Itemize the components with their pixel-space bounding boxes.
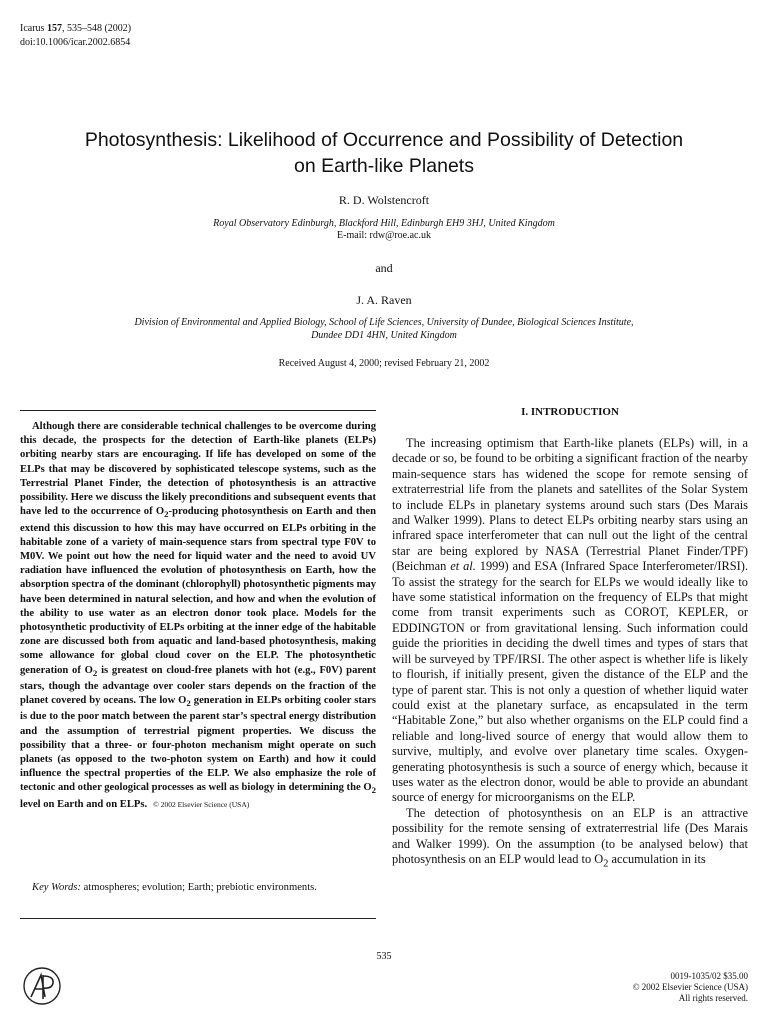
abstract-sub-1: 2 [164, 509, 169, 520]
abstract-sub-4: 2 [371, 785, 376, 796]
journal-pages: , 535–548 (2002) [61, 23, 132, 34]
abstract-bottom-rule [20, 918, 376, 919]
abstract-copyright: © 2002 Elsevier Science (USA) [153, 799, 250, 809]
author-2-affiliation-line-1: Division of Environmental and Applied Biology, School of Life Sciences, University of Dundee, Biological Sciences Institute, [134, 317, 634, 328]
abstract-text-2: -producing photosynthesis on Earth and then extend this discussion to how this may have occurred on ELPs orbiting in the habitable zone of a variety of main-sequence stars from spectral type F0V to M0V. We point out how the need for liquid water and the need to avoid UV radiation have influenced the evolution of photosynthesis on Earth, how the absorption spectra of the dominant (chlorophyll) photosynthetic pigments may have been determined in natural selection, and how and when the evolution of the ability to use water as an electron donor took place. Models for the photosynthetic productivity of ELPs orbiting at the inner edge of the habitable zone are discussed both from aquatic and land-based photosynthesis, making some allowance for global cloud cover on the ELP. The photosynthetic generation of O [20, 506, 376, 676]
intro-et-al: et al. [450, 559, 476, 574]
publisher-logo-icon [22, 966, 62, 1006]
intro-para-1a: The increasing optimism that Earth-like planets (ELPs) will, in a decade or so, be found to be orbiting a significant fraction of the nearby main-sequence stars has widened the scope for remote sensing of extraterrestrial life from the planets and satellites of the Solar System to include ELPs in planetary systems around such stars (Des Marais and Walker 1999). Plans to detect ELPs orbiting nearby stars using an infrared space interferometer that can null out the light of the central star are being explored by NASA (Terrestrial Planet Finder/TPF) (Beichman [392, 436, 748, 574]
author-1-email: E-mail: rdw@roe.ac.uk [337, 230, 431, 241]
footer-rights: All rights reserved. [678, 993, 748, 1003]
abstract-text-3: is greatest on cloud-free planets with hot (e.g., F0V) parent stars, though the advantage over cooler stars depends on the fraction of the planet covered by oceans. The low O [20, 664, 376, 707]
section-heading-introduction: I. INTRODUCTION [521, 406, 619, 418]
title-line-2: on Earth-like Planets [294, 155, 474, 177]
intro-para-2-sub: 2 [603, 858, 609, 870]
intro-para-2a: The detection of photosynthesis on an ELP is an attractive possibility for the remote sensing of extraterrestrial life (Des Marais and Walker 1999). On the assumption (to be analysed below) that photosynthesis on an ELP would lead to O [392, 805, 748, 866]
paper-title [0, 127, 768, 179]
keywords-label: Key Words: [32, 882, 81, 893]
journal-doi: doi:10.1006/icar.2002.6854 [20, 37, 131, 48]
author-1-affiliation: Royal Observatory Edinburgh, Blackford Hill, Edinburgh EH9 3HJ, United Kingdom [213, 218, 555, 229]
footer-copyright-block [633, 971, 748, 1004]
abstract-sub-2: 2 [92, 667, 98, 678]
introduction-paragraph-2 [392, 806, 748, 872]
journal-volume: 157 [46, 23, 62, 34]
received-dates: Received August 4, 2000; revised February 21, 2002 [278, 358, 490, 369]
page-number: 535 [376, 951, 392, 962]
abstract-sub-3: 2 [186, 698, 191, 709]
author-1-name: R. D. Wolstencroft [338, 193, 430, 207]
footer-copyright: © 2002 Elsevier Science (USA) [632, 982, 748, 992]
and-separator: and [375, 261, 393, 275]
keywords-text: atmospheres; evolution; Earth; prebiotic environments. [80, 882, 317, 893]
introduction-body [392, 436, 748, 872]
footer-issn-price: 0019-1035/02 $35.00 [670, 971, 748, 981]
keywords [20, 881, 376, 895]
journal-name: Icarus [20, 23, 45, 34]
abstract-top-rule [20, 410, 376, 411]
intro-para-1b: 1999) and ESA (Infrared Space Interferometer/IRSI). To assist the strategy for the search for ELPs we would ideally like to have some statistical information on the frequency of ELPs that might come from transit experiments such as COROT, KEPLER, or EDDINGTON or from gravitational lensing. Such information could guide the priorities in deciding the dwell times and types of stars that will be surveyed by TPF/IRSI. The other aspect is whether life is likely to flourish, if initially present, given the distance of the ELP and the type of parent star. This is not only a question of whether liquid water could exist at the planetary surface, as encapsulated in the term “Habitable Zone,” but also whether organisms on the ELP could find a reliable and long-lived source of energy that would allow them to survive, multiply, and evolve over planetary time scales. Oxygen-generating photosynthesis is such a source of energy which, because it uses water as the electron donor, would be able to provide an abundant source of energy for microorganisms on the ELP. [392, 559, 748, 805]
title-line-1: Photosynthesis: Likelihood of Occurrence and Possibility of Detection [84, 129, 684, 151]
abstract-text-4: generation in ELPs orbiting cooler stars is due to the poor match between the parent star’s spectral energy distribution and the assumption of terrestrial pigment properties. We discuss the possibility that a three- or four-photon mechanism might operate on such planets (as opposed to the two-photon system on Earth) and how it could influence the spectral properties of the ELP. We also emphasize the role of tectonic and other geological processes as well as biology in determining the O [20, 695, 376, 794]
intro-para-2b: accumulation in its [608, 851, 706, 866]
abstract-text-5: level on Earth and on ELPs. [20, 798, 148, 810]
author-2-affiliation [0, 316, 768, 342]
introduction-paragraph-1 [392, 436, 748, 806]
abstract-text-1: Although there are considerable technical challenges to be overcome during this decade, the prospects for the detection of Earth-like planets (ELPs) orbiting nearby stars are encouraging. If life has developed on some of the ELPs that may be discovered by sophisticated telescope systems, such as the Terrestrial Planet Finder, the detection of photosynthesis is an attractive possibility. Here we discuss the likely preconditions and subsequent events that have led to the occurrence of O [20, 421, 376, 518]
abstract [20, 420, 376, 812]
author-2-name: J. A. Raven [356, 293, 412, 307]
journal-citation [20, 22, 131, 50]
author-2-affiliation-line-2: Dundee DD1 4HN, United Kingdom [311, 330, 457, 341]
